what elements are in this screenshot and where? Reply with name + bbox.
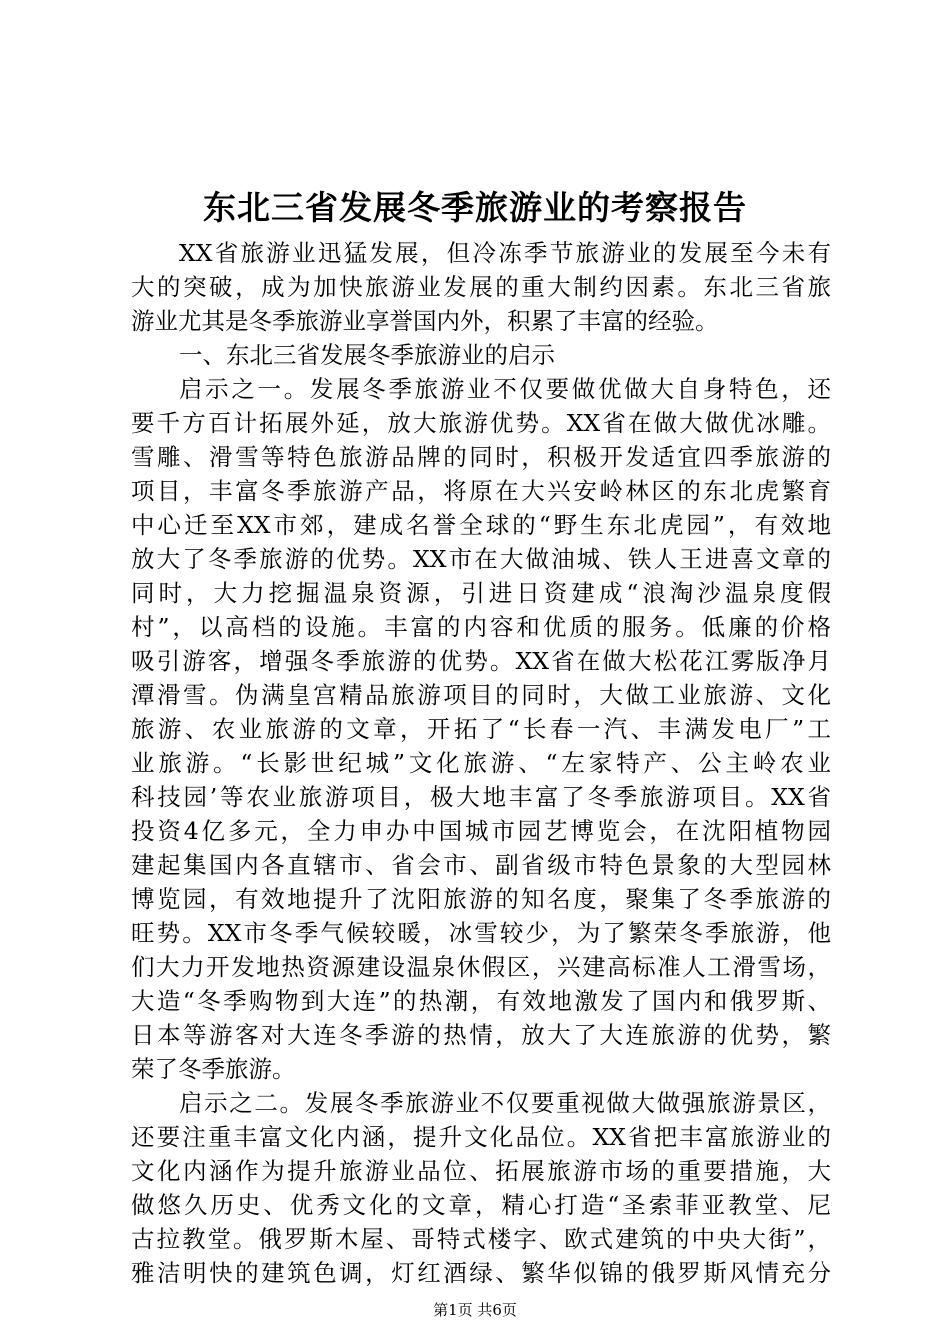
- document-title: 东北三省发展冬季旅游业的考察报告: [203, 188, 747, 227]
- text-line: 放大了冬季旅游的优势。XX市在大做油城、铁人王进喜文章的: [131, 545, 831, 573]
- text-line: 启示之二。发展冬季旅游业不仅要重视做大做强旅游景区，: [179, 1089, 831, 1117]
- text-line: 日本等游客对大连冬季游的热情，放大了大连旅游的优势，繁: [131, 1021, 831, 1049]
- text-line: 荣了冬季旅游。: [131, 1055, 296, 1083]
- text-line: 潭滑雪。伪满皇宫精品旅游项目的同时，大做工业旅游、文化: [131, 681, 831, 709]
- text-line: 科技园’等农业旅游项目，极大地丰富了冬季旅游项目。XX省: [131, 783, 831, 811]
- text-line: XX省旅游业迅猛发展，但冷冻季节旅游业的发展至今未有: [179, 239, 831, 267]
- text-line: 还要注重丰富文化内涵，提升文化品位。XX省把丰富旅游业的: [131, 1123, 831, 1151]
- text-line: 建起集国内各直辖市、省会市、副省级市特色景象的大型园林: [131, 851, 831, 879]
- text-line: 雅洁明快的建筑色调，灯红酒绿、繁华似锦的俄罗斯风情充分: [131, 1259, 831, 1287]
- text-line: 同时，大力挖掘温泉资源，引进日资建成“浪淘沙温泉度假: [131, 579, 831, 607]
- text-line: 博览园，有效地提升了沈阳旅游的知名度，聚集了冬季旅游的: [131, 885, 831, 913]
- text-line: 村”，以高档的设施。丰富的内容和优质的服务。低廉的价格: [131, 613, 831, 641]
- text-line: 业旅游。“长影世纪城”文化旅游、“左家特产、公主岭农业: [131, 749, 831, 777]
- document-body: [131, 236, 831, 1290]
- text-line: 们大力开发地热资源建设温泉休假区，兴建高标准人工滑雪场，: [131, 953, 831, 981]
- text-line: 项目，丰富冬季旅游产品，将原在大兴安岭林区的东北虎繁育: [131, 477, 831, 505]
- text-line: 古拉教堂。俄罗斯木屋、哥特式楼字、欧式建筑的中央大街”，: [131, 1225, 831, 1253]
- text-line: 旅游、农业旅游的文章，开拓了“长春一汽、丰满发电厂”工: [131, 715, 831, 743]
- text-line: 游业尤其是冬季旅游业享誉国内外，积累了丰富的经验。: [131, 307, 719, 335]
- text-line: 中心迁至XX市郊，建成名誉全球的“野生东北虎园”，有效地: [131, 511, 831, 539]
- text-line: 大造“冬季购物到大连”的热潮，有效地激发了国内和俄罗斯、: [131, 987, 831, 1015]
- text-line: 启示之一。发展冬季旅游业不仅要做优做大自身特色，还: [179, 375, 831, 403]
- text-line: 要千方百计拓展外延，放大旅游优势。XX省在做大做优冰雕。: [131, 409, 831, 437]
- page-number: 第1页 共6页: [433, 1301, 517, 1319]
- text-line: 旺势。XX市冬季气候较暖，冰雪较少，为了繁荣冬季旅游，他: [131, 919, 831, 947]
- text-line: 做悠久历史、优秀文化的文章，精心打造“圣索菲亚教堂、尼: [131, 1191, 831, 1219]
- text-line: 大的突破，成为加快旅游业发展的重大制约因素。东北三省旅: [131, 273, 831, 301]
- section-heading: 一、东北三省发展冬季旅游业的启示: [179, 341, 555, 369]
- text-line: 雪雕、滑雪等特色旅游品牌的同时，积极开发适宜四季旅游的: [131, 443, 831, 471]
- text-line: 投资4亿多元，全力申办中国城市园艺博览会，在沈阳植物园: [131, 817, 831, 845]
- text-line: 吸引游客，增强冬季旅游的优势。XX省在做大松花江雾版净月: [131, 647, 831, 675]
- text-line: 文化内涵作为提升旅游业品位、拓展旅游市场的重要措施，大: [131, 1157, 831, 1185]
